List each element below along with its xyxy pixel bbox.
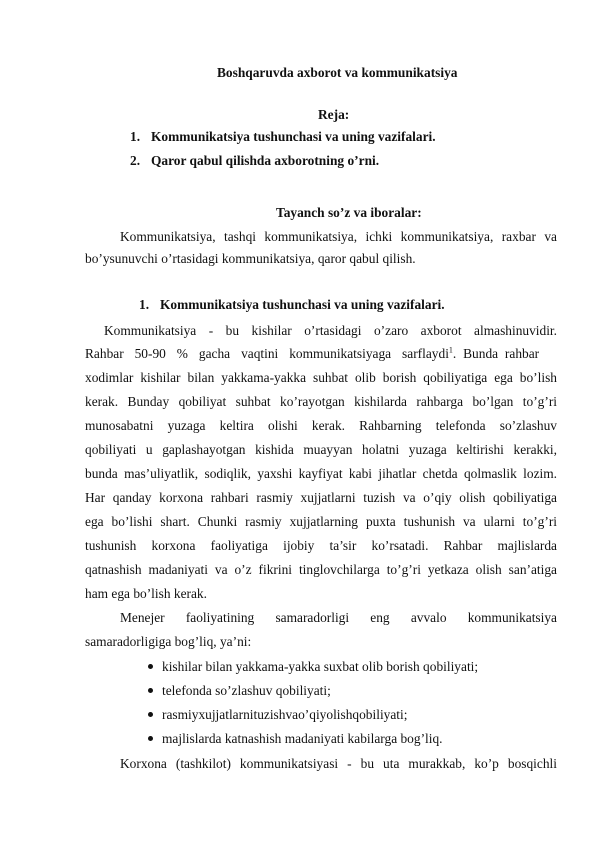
bullet-icon [148,688,153,693]
paragraph-line: ham ega bo’lish kerak. [85,586,207,601]
paragraph-line: munosabatni yuzaga keltira olishi kerak. Rahbarning telefonda so’zlashuv [85,418,557,433]
paragraph-line [85,345,557,362]
plan-item: Kommunikatsiya tushunchasi va uning vazifalari. [151,129,436,144]
paragraph-line: bunda mas’uliyatlik, sodiqlik, yaxshi kayfiyat kabi jihatlar chetda qolmaslik lozim. [85,466,557,481]
paragraph-text: . Bunda rahbar [452,346,540,361]
bullet-item: telefonda so’zlashuv qobiliyati; [162,683,331,698]
bullet-item: rasmiyxujjatlarnituzishvao’qiyolishqobiliyati; [162,707,408,722]
plan-item: Qaror qabul qilishda axborotning o’rni. [151,153,380,168]
paragraph-line: xodimlar kishilar bilan yakkama-yakka suhbat olib borish qobiliyatiga ega bo’lish [85,370,557,385]
plan-item-number: 1. [130,129,141,144]
bullet-icon [148,712,153,717]
paragraph-text: Rahbar 50-90 % gacha vaqtini kommunikatsiyaga sarflaydi [85,346,449,361]
paragraph-line: qobiliyati u gaplashayotgan kishida muayyan holatni yuzaga keltirishi kerakki, [85,442,557,457]
keywords-line: bo’ysunuvchi o’rtasidagi kommunikatsiya, qaror qabul qilish. [85,251,416,266]
paragraph-line: tushunish korxona faoliyatiga ijobiy ta’sir ko’rsatadi. Rahbar majlislarda [85,538,557,553]
plan-item-number: 2. [130,153,141,168]
keywords-heading: Tayanch so’z va iboralar: [276,205,422,220]
bullet-item: kishilar bilan yakkama-yakka suxbat olib borish qobiliyati; [162,659,479,674]
section-heading: Kommunikatsiya tushunchasi va uning vazifalari. [160,297,445,312]
footnote-ref: 1 [448,345,453,355]
bullet-icon [148,736,153,741]
paragraph-line: Menejer faoliyatining samaradorligi eng avvalo kommunikatsiya [120,610,557,625]
paragraph-line: qatnashish madaniyati va o’z fikrini tinglovchilarga to’g’ri yetkaza olish san’atiga [85,562,557,577]
paragraph-line: Har qanday korxona rahbari rasmiy xujjatlarni tuzish va o’qiy olish qobiliyatiga [85,490,557,505]
paragraph-line: kerak. Bunday qobiliyat suhbat ko’rayotgan kishilarda rahbarga bo’lgan to’g’ri [85,394,557,409]
paragraph-line: ega bo’lishi shart. Chunki rasmiy xujjatlarning puxta tushunish va ularni to’g’ri [85,514,557,529]
keywords-line: Kommunikatsiya, tashqi kommunikatsiya, ichki kommunikatsiya, raxbar va [120,229,557,244]
paragraph-line: Korxona (tashkilot) kommunikatsiyasi - bu uta murakkab, ko’p bosqichli [120,756,557,771]
paragraph-line: samaradorligiga bog’liq, ya’ni: [85,634,252,649]
bullet-icon [148,664,153,669]
paragraph-line: Kommunikatsiya - bu kishilar o’rtasidagi o’zaro axborot almashinuvidir. [104,323,557,338]
bullet-item: majlislarda katnashish madaniyati kabilarga bog’liq. [162,731,443,746]
document-title: Boshqaruvda axborot va kommunikatsiya [217,65,458,80]
section-number: 1. [139,297,150,312]
plan-heading: Reja: [318,107,350,122]
